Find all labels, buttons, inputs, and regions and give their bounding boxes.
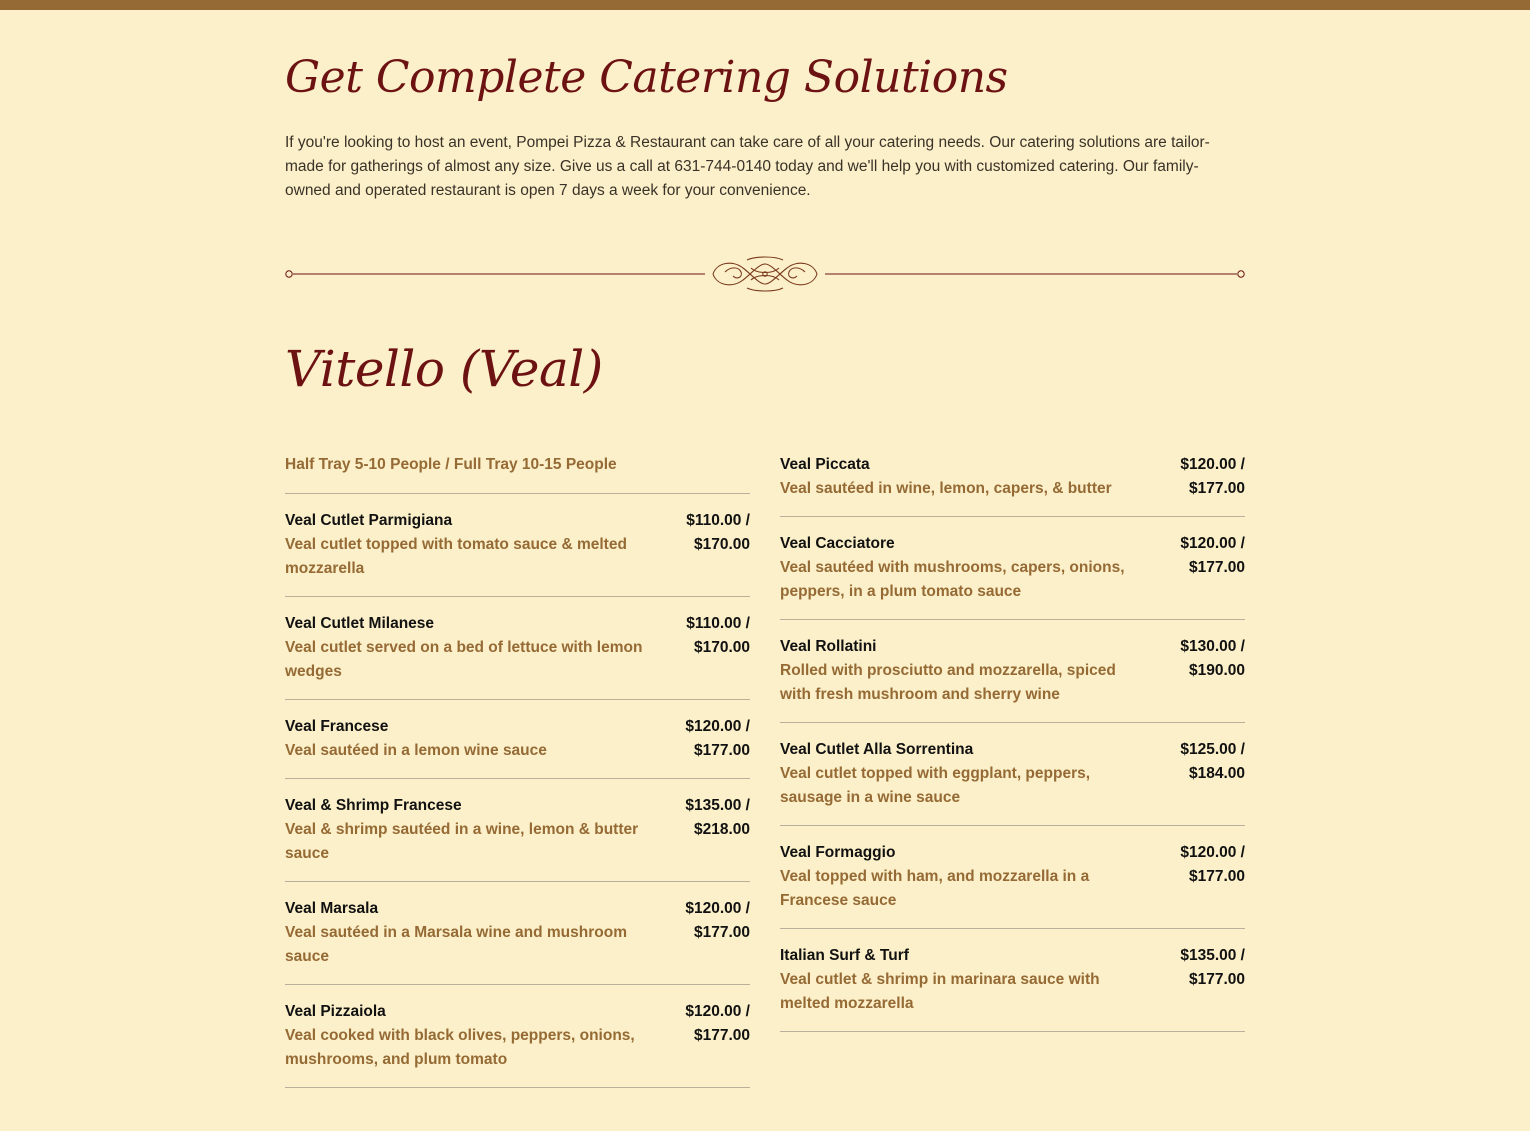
menu-item-description: Veal cutlet & shrimp in marinara sauce with melted mozzarella <box>780 971 1100 1012</box>
menu-item-name: Veal Pizzaiola <box>285 1003 386 1020</box>
menu-item <box>780 517 1245 620</box>
menu-item-price <box>660 612 750 684</box>
menu-section-title: Vitello (Veal) <box>285 340 603 398</box>
price-full-tray: $190.00 <box>1188 662 1245 679</box>
menu-item-info <box>285 509 655 581</box>
menu-item-description: Veal sautéed in a lemon wine sauce <box>285 742 547 759</box>
menu-item-price <box>1155 841 1245 913</box>
price-full-tray: $177.00 <box>1188 559 1245 576</box>
menu-item <box>780 620 1245 723</box>
menu-item-name: Veal Cutlet Milanese <box>285 615 435 632</box>
menu-item-price <box>660 1000 750 1072</box>
price-half-tray: $135.00 / <box>1180 947 1245 964</box>
catering-intro: If you're looking to host an event, Pompei Pizza & Restaurant can take care of all your catering needs. Our catering solutions are tailor-made for gatherings of almost any size. Give us a call at 631-744-0140 today and we'll help you with customized catering. Our family-owned and operated restaurant is open 7 days a week for your convenience. <box>285 134 1210 199</box>
price-full-tray: $170.00 <box>693 536 750 553</box>
price-full-tray: $177.00 <box>1188 480 1245 497</box>
price-half-tray: $120.00 / <box>685 1003 750 1020</box>
menu-item-info <box>285 794 655 866</box>
menu-item-description: Veal topped with ham, and mozzarella in a Francese sauce <box>780 868 1090 909</box>
price-half-tray: $120.00 / <box>685 718 750 735</box>
price-half-tray: $120.00 / <box>685 900 750 917</box>
menu-item-description: Veal cutlet served on a bed of lettuce with lemon wedges <box>285 639 643 680</box>
menu-column-left <box>285 453 750 1088</box>
menu-item-price <box>660 794 750 866</box>
price-half-tray: $135.00 / <box>685 797 750 814</box>
price-full-tray: $184.00 <box>1188 765 1245 782</box>
price-half-tray: $120.00 / <box>1180 456 1245 473</box>
price-full-tray: $177.00 <box>693 1027 750 1044</box>
menu-item-description: Veal & shrimp sautéed in a wine, lemon & butter sauce <box>285 821 639 862</box>
price-half-tray: $125.00 / <box>1180 741 1245 758</box>
menu-item <box>285 700 750 779</box>
menu-item <box>285 882 750 985</box>
price-half-tray: $110.00 / <box>686 615 750 632</box>
menu-item-info <box>780 453 1150 501</box>
menu-item-price <box>1155 532 1245 604</box>
menu-item-description: Veal cutlet topped with tomato sauce & melted mozzarella <box>285 536 627 577</box>
menu-item-price <box>660 509 750 581</box>
catering-title: Get Complete Catering Solutions <box>285 52 1008 103</box>
menu-item-name: Veal Marsala <box>285 900 379 917</box>
menu-column-right <box>780 453 1245 1032</box>
menu-item-description: Veal sautéed with mushrooms, capers, onions, peppers, in a plum tomato sauce <box>780 559 1125 600</box>
menu-item <box>780 929 1245 1032</box>
menu-item-info <box>780 944 1150 1016</box>
price-half-tray: $120.00 / <box>1180 844 1245 861</box>
menu-item-name: Veal Cacciatore <box>780 535 895 552</box>
menu-item-price <box>1155 635 1245 707</box>
menu-item-info <box>285 612 655 684</box>
menu-item-description: Veal cutlet topped with eggplant, peppers, sausage in a wine sauce <box>780 765 1091 806</box>
menu-item-price <box>660 897 750 969</box>
menu-item <box>780 723 1245 826</box>
menu-item-price <box>660 715 750 763</box>
top-accent-bar <box>0 0 1530 10</box>
ornamental-flourish-icon <box>713 257 817 291</box>
menu-item-name: Veal Cutlet Alla Sorrentina <box>780 741 974 758</box>
price-half-tray: $130.00 / <box>1180 638 1245 655</box>
menu-item-info <box>780 635 1150 707</box>
price-half-tray: $110.00 / <box>686 512 750 529</box>
menu-item-price <box>1155 738 1245 810</box>
price-full-tray: $177.00 <box>693 742 750 759</box>
menu-item-info <box>285 897 655 969</box>
menu-item-price <box>1155 944 1245 1016</box>
menu-item-info <box>285 715 655 763</box>
menu-item-info <box>285 1000 655 1072</box>
ornamental-divider <box>285 254 1245 294</box>
tray-size-note: Half Tray 5-10 People / Full Tray 10-15 People <box>285 453 750 494</box>
menu-item-name: Veal & Shrimp Francese <box>285 797 462 814</box>
menu-item-description: Veal cooked with black olives, peppers, onions, mushrooms, and plum tomato <box>285 1027 635 1068</box>
menu-item <box>285 779 750 882</box>
menu-item-description: Veal sautéed in wine, lemon, capers, & butter <box>780 480 1112 497</box>
price-half-tray: $120.00 / <box>1180 535 1245 552</box>
menu-item <box>285 985 750 1088</box>
price-full-tray: $218.00 <box>693 821 750 838</box>
menu-item-name: Veal Francese <box>285 718 389 735</box>
price-full-tray: $170.00 <box>693 639 750 656</box>
menu-item-price <box>1155 453 1245 501</box>
menu-item <box>285 494 750 597</box>
menu-item-info <box>780 532 1150 604</box>
price-full-tray: $177.00 <box>1188 868 1245 885</box>
menu-item <box>780 826 1245 929</box>
menu-item <box>780 453 1245 517</box>
menu-item-name: Veal Cutlet Parmigiana <box>285 512 453 529</box>
menu-item-name: Veal Piccata <box>780 456 870 473</box>
menu-item <box>285 597 750 700</box>
menu-item-info <box>780 738 1150 810</box>
menu-item-name: Veal Rollatini <box>780 638 877 655</box>
price-full-tray: $177.00 <box>693 924 750 941</box>
menu-item-name: Veal Formaggio <box>780 844 896 861</box>
price-full-tray: $177.00 <box>1188 971 1245 988</box>
menu-item-description: Rolled with prosciutto and mozzarella, spiced with fresh mushroom and sherry wine <box>780 662 1116 703</box>
menu-item-info <box>780 841 1150 913</box>
menu-item-description: Veal sautéed in a Marsala wine and mushroom sauce <box>285 924 627 965</box>
menu-item-name: Italian Surf & Turf <box>780 947 909 964</box>
